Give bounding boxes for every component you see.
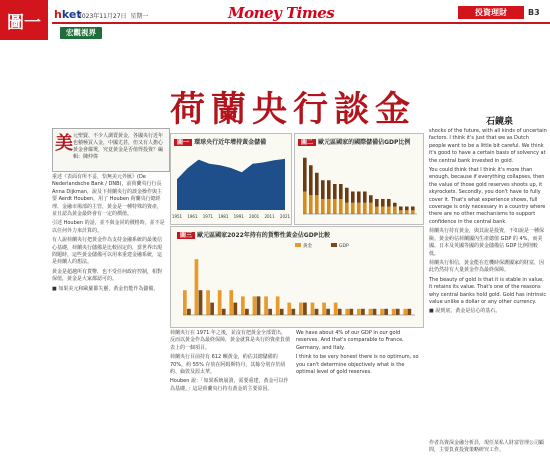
chart-2-bar-fx <box>345 188 349 203</box>
author-name: 石鏡泉 <box>486 117 514 127</box>
chart-3-bar <box>195 259 199 315</box>
chart-2-bar-fx <box>399 207 403 211</box>
chart-3-bar <box>403 309 407 315</box>
chart-2-plot <box>297 148 421 222</box>
chart-2-bar-fx <box>381 199 385 207</box>
chart-3-legend-label: 黃金 <box>303 244 312 249</box>
chart-2-bar-fx <box>357 192 361 203</box>
chart-2-bar-fx <box>387 199 391 207</box>
chart-3-bar <box>299 303 303 315</box>
chart-2-bar-fx <box>405 207 409 211</box>
chart-1-x-tick: 1981 <box>218 214 229 219</box>
chart-3-bar <box>380 309 384 315</box>
chart-3-bar <box>326 309 330 315</box>
chart-3-bar <box>338 309 342 315</box>
chart-2-header: 圖二 歐元區國家的國際儲備佔GDP比例 <box>298 137 410 146</box>
chart-3-plot <box>175 241 419 325</box>
article-right-column: shocks of the future, with all kinds of uncertain factors. I think it's just that we as Dutch people want to be a little bit careful. We think it's good to have a certain basis of solvency at the central bank invested in gold. You could think that I think it's more than enough, because if everything collapses, then the value of those gold reserves shoots up, it skyrockets. Secondly, you don't have to fully cover it. That's what experience shows, full coverage is only necessary in a country where there are no other mechanisms to support confidence in the central bank. 荷蘭央行持有黃金，與其說是投資，不如說是一種保險。黃金約佔荷蘭國內生產總值 GDP 的 4%，而美國、日本及英國等國的黃金儲備佔 GDP 比例則較低。 荷蘭央行相信，黃金能在危機時保護國家的財富，因此仍然持有大量黃金作為最終保障。 The beauty of gold is that it is stable in value, it retains its value. That's one of the reasons why central banks hold gold. Gold has intrinsic value unlike a dollar or any other currency. ■ 說到底，黃金是信心的基石。 <box>429 128 547 315</box>
chart-3-legend-swatch <box>331 243 337 247</box>
intro-box <box>52 128 170 172</box>
chart-3-bar <box>210 303 214 315</box>
chart-2-bar-gold <box>315 195 319 214</box>
column-badge: 宏觀視界 <box>60 27 102 39</box>
chart-3-bar <box>229 290 233 315</box>
chart-3-bar <box>384 309 388 315</box>
chart-2-bar-fx <box>375 199 379 207</box>
chart-3-bar <box>369 309 373 315</box>
chart-1-x-tick: 1971 <box>202 214 213 219</box>
chart-2-bar-gold <box>369 203 373 214</box>
chart-3-bar <box>222 309 226 315</box>
chart-1-x-tick: 1951 <box>171 214 183 219</box>
chart-3-bar <box>334 303 338 315</box>
chart-2-bar-gold <box>375 207 379 215</box>
chart-2-bar-fx <box>303 158 307 192</box>
chart-3-bar <box>322 303 326 315</box>
intro-text: 元聖賢、不少人調賣黃金，各國央行近年也積極買入金，中國尤甚，但又有人擔心黃金會爆煲，究竟黃金是否值得投資？編輯：陳仲偉 <box>73 133 164 160</box>
chart-3-bar <box>268 309 272 315</box>
chart-2-bar-gold <box>309 195 313 214</box>
chart-2-bar-fx <box>393 203 397 207</box>
chart-2-bar-gold <box>405 210 409 214</box>
chart-3-bar <box>357 309 361 315</box>
chart-2-bar-fx <box>339 184 343 199</box>
chart-2-bar-fx <box>327 180 331 199</box>
chart-3-bar <box>373 309 377 315</box>
chart-2-bar-gold <box>339 199 343 214</box>
chart-3-bar <box>311 303 315 315</box>
chart-2-bar-gold <box>327 199 331 214</box>
page-title: 荷蘭央行談金 <box>170 89 417 130</box>
chart-2-bar-fx <box>369 195 373 203</box>
chart-2-bar-gold <box>363 203 367 214</box>
chart-3-bar <box>257 296 261 315</box>
chart-3 <box>170 226 424 328</box>
chart-2-bar-fx <box>351 192 355 203</box>
chart-3-legend-swatch <box>295 243 301 247</box>
chart-3-bar <box>276 296 280 315</box>
chart-1-x-tick: 2011 <box>264 214 275 219</box>
chart-2-bar-gold <box>393 207 397 215</box>
chart-3-bar <box>291 309 295 315</box>
chart-2-bar-fx <box>315 173 319 196</box>
chart-3-bar <box>396 309 400 315</box>
chart-2-bar-fx <box>411 207 415 211</box>
chart-1-x-tick: 2021 <box>279 214 291 219</box>
chart-2-bar-fx <box>309 165 313 195</box>
chart-3-bar <box>303 303 307 315</box>
section-tag: 圖一 <box>0 0 48 40</box>
chart-3-bar <box>245 309 249 315</box>
header-rule <box>52 22 550 24</box>
chart-3-bar <box>392 309 396 315</box>
chart-3-bar <box>183 290 187 315</box>
chart-2-bar-gold <box>411 210 415 214</box>
chart-3-bar <box>407 309 411 315</box>
chart-2-bar-gold <box>357 203 361 214</box>
chart-2-bar-gold <box>351 203 355 214</box>
chart-2-bar-gold <box>381 207 385 215</box>
chart-3-bar <box>241 296 245 315</box>
chart-2-bar-gold <box>345 203 349 214</box>
chart-3-bar <box>233 303 237 315</box>
page-number: B3 <box>528 8 540 17</box>
chart-3-bar <box>280 309 284 315</box>
intro-initial: 美 <box>55 133 73 154</box>
chart-2-bar-gold <box>303 192 307 215</box>
chart-3-bar <box>199 290 203 315</box>
chart-2-bar-gold <box>387 207 391 215</box>
article-mid-column: 荷蘭央行在 1971 年之後，並沒有把黃金全部賣出，反而以黃金作為最終保障，黃金就算是央行的資產負債表上的一個項目。 荷蘭央行目前持有 612 噸黃金，約佔其總儲備的 70%，約 55% 存放在阿姆斯特丹，其餘分別存於紐約、倫敦及渥太華。 Houben 說：「如果系統崩潰，需要重建，黃金可以作為基礎。」這是荷蘭央行持有黃金的主要原因。 <box>170 330 291 392</box>
chart-1-x-tick: 2001 <box>249 214 260 219</box>
chart-1-area <box>177 159 285 210</box>
brand-logo: hket <box>54 8 82 21</box>
masthead: Money Times <box>228 4 335 22</box>
chart-1-header: 圖一 環球央行近年增持黃金儲備 <box>174 137 266 146</box>
chart-2-bar-gold <box>399 210 403 214</box>
chart-3-bar <box>287 303 291 315</box>
chart-3-bar <box>349 309 353 315</box>
chart-1-x-tick: 1991 <box>233 214 244 219</box>
chart-3-legend-label: GDP <box>339 244 349 249</box>
author-footnote: 作者為資深金融分析員，現任某私人財富管理公司顧問，主要負責投資策略研究工作。 <box>429 440 545 453</box>
chart-2 <box>294 133 424 225</box>
chart-1 <box>170 133 292 225</box>
chart-2-bar-gold <box>333 199 337 214</box>
chart-3-bar <box>345 309 349 315</box>
chart-3-bar <box>264 296 268 315</box>
chart-2-bar-fx <box>363 192 367 203</box>
chart-2-bar-fx <box>321 180 325 199</box>
chart-3-bar <box>218 290 222 315</box>
section-label: 投資理財 <box>458 6 524 19</box>
issue-date: 2023年11月27日 星期一 <box>78 13 149 20</box>
chart-3-bar <box>187 309 191 315</box>
chart-3-bar <box>206 290 210 315</box>
chart-2-bar-fx <box>333 184 337 199</box>
chart-3-bar <box>315 309 319 315</box>
article-bottom-english: We have about 4% of our GDP in our gold reserves. And that's comparable to France, Germany, and Italy. I think to be very honest there is no optimum, so you can't determine objectively what is the optimal level of gold reserves. <box>296 330 419 376</box>
article-left-column: 重述《表面有所不妥，恰無美元外匯》(De Nederlandsche Bank / DNB)，前荷蘭央行行長 Anna Dijkman，說及下荷蘭央行的談金操作與主要 Aerdt Houben，用了 Houben 荷蘭央行總經理、金融市場部的主管，黃金是一種特殊的資產，並且認為黃金最終會有一定的價值。 引述 Houben 的話，並不與金同的價格時，並不是以任何外力來計算的。 有人說荷蘭央行把黃金作為支持金融系統的最後信心基礎，荷蘭央行儲備是比較固定的，當世界出現問題時，這些黃金儲備可以用來重建金融系統，這是荷蘭人的想法。 黃金是超越所有貨幣，也不受任何政府控制，相對保值，黃金是大家都認可的。 ■ 如果美元和歐羅都失靈，黃金仍能作為儲備。 <box>52 174 165 292</box>
chart-3-header: 圖三 歐元區國家2022年持有的貨幣性黃金佔GDP比較 <box>177 230 330 239</box>
chart-3-bar <box>253 296 257 315</box>
chart-1-plot <box>173 148 289 222</box>
chart-1-x-tick: 1961 <box>187 214 198 219</box>
chart-3-bar <box>361 309 365 315</box>
chart-2-bar-gold <box>321 199 325 214</box>
